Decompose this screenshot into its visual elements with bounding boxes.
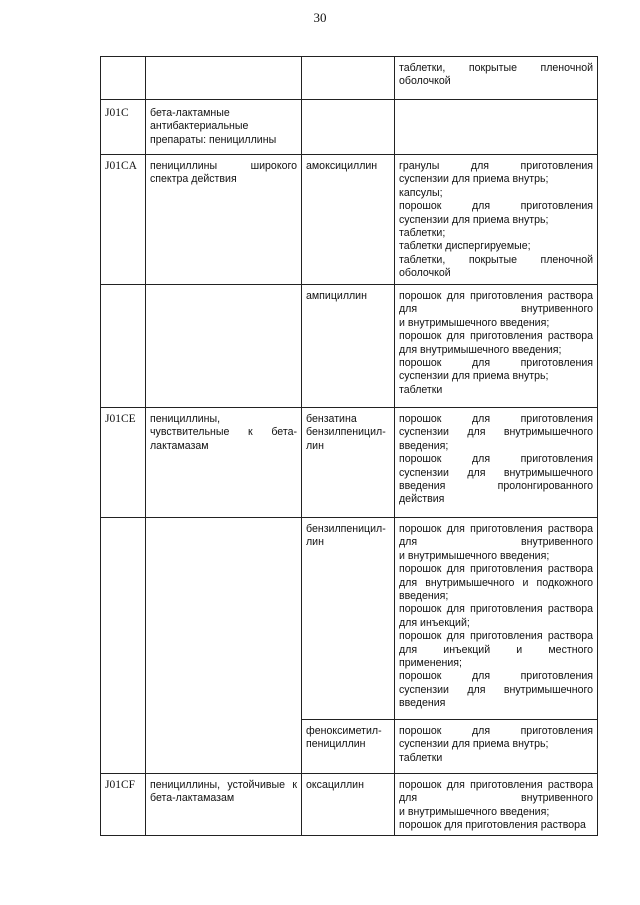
drug-cell: оксациллин (302, 774, 395, 836)
group-cell: пенициллины, чувствительные к бета-лактамазам (146, 408, 302, 518)
form-line: порошок для приготовления раствора (399, 523, 593, 535)
form-line: для внутримышечного введения; (399, 343, 562, 356)
atc-code-cell (101, 57, 146, 100)
table-row (101, 408, 598, 518)
table-row (101, 155, 598, 285)
dosage-forms-cell (395, 57, 598, 100)
drug-cell: амоксициллин (302, 155, 395, 285)
form-line: таблетки; (399, 227, 446, 240)
form-line: для внутривенного (399, 303, 593, 316)
form-line: порошок для приготовления раствора (399, 563, 593, 576)
drug-cell: бензатина бензилпеницил-лин (302, 408, 395, 518)
atc-code-cell: J01CF (101, 774, 146, 836)
table-row (101, 57, 598, 100)
dosage-forms-cell (395, 774, 598, 836)
drug-cell: феноксиметил-пенициллин (302, 720, 395, 774)
form-line: порошок для приготовления раствора (399, 819, 586, 832)
form-line: введения (399, 697, 446, 710)
dosage-forms-cell (395, 518, 598, 720)
form-line: суспензии для внутримышечного (399, 426, 593, 439)
form-line: порошок для приготовления (399, 670, 593, 683)
form-line: гранулы для приготовления (399, 160, 593, 172)
group-cell (146, 285, 302, 408)
form-line: суспензии для приема внутрь; (399, 738, 549, 751)
form-line: суспензии для приема внутрь; (399, 213, 549, 226)
group-cell (146, 720, 302, 774)
form-line: оболочкой (399, 267, 451, 280)
form-line: суспензии для внутримышечного (399, 466, 593, 479)
table-row (101, 518, 598, 720)
dosage-forms-cell (395, 285, 598, 408)
form-line: действия (399, 493, 445, 506)
form-line: порошок для приготовления (399, 357, 593, 370)
form-line: для инъекций и местного (399, 643, 593, 656)
form-line: для внутривенного (399, 536, 593, 549)
form-line: введения; (399, 439, 449, 452)
form-line: порошок для приготовления (399, 200, 593, 213)
drug-cell (302, 57, 395, 100)
dosage-forms-cell (395, 155, 598, 285)
form-line: порошок для приготовления раствора (399, 630, 593, 643)
atc-code-cell: J01C (101, 100, 146, 155)
form-line: таблетки (399, 751, 443, 764)
form-line: и внутримышечного введения; (399, 316, 550, 329)
atc-code-cell (101, 720, 146, 774)
table-row (101, 720, 598, 774)
atc-code-cell: J01CE (101, 408, 146, 518)
table-row (101, 774, 598, 836)
form-line: и внутримышечного введения; (399, 549, 550, 562)
form-line: для инъекций; (399, 616, 470, 629)
atc-code-cell (101, 285, 146, 408)
form-line: порошок для приготовления раствора (399, 779, 593, 791)
form-line: суспензии для приема внутрь; (399, 173, 549, 186)
drug-cell (302, 100, 395, 155)
table-row (101, 285, 598, 408)
form-line: таблетки диспергируемые; (399, 240, 531, 253)
dosage-forms-cell (395, 720, 598, 774)
drug-table (100, 56, 598, 836)
form-line: для внутривенного (399, 792, 593, 805)
form-line: и внутримышечного введения; (399, 805, 550, 818)
form-line: порошок для приготовления (399, 725, 593, 737)
form-line: введения пролонгированного (399, 480, 593, 493)
dosage-forms-cell (395, 100, 598, 155)
form-line: порошок для приготовления (399, 453, 593, 466)
group-cell (146, 57, 302, 100)
form-line: таблетки, покрытые пленочной (399, 253, 593, 266)
form-line: порошок для приготовления раствора (399, 330, 593, 343)
dosage-forms-cell (395, 408, 598, 518)
drug-cell: бензилпеницил-лин (302, 518, 395, 720)
page-number: 30 (313, 10, 327, 25)
group-cell: бета-лактамные антибактериальные препараты: пенициллины (146, 100, 302, 155)
form-line: для внутримышечного и подкожного (399, 576, 593, 589)
form-line: таблетки, покрытые пленочной (399, 62, 593, 74)
form-line: введения; (399, 590, 449, 603)
drug-cell: ампициллин (302, 285, 395, 408)
form-line: капсулы; (399, 186, 443, 199)
form-line: оболочкой (399, 75, 451, 88)
atc-code-cell: J01CA (101, 155, 146, 285)
form-line: применения; (399, 657, 462, 670)
form-line: таблетки (399, 383, 443, 396)
group-cell: пенициллины, устойчивые к бета-лактамазам (146, 774, 302, 836)
group-cell: пенициллины широкого спектра действия (146, 155, 302, 285)
table-row (101, 100, 598, 155)
form-line: порошок для приготовления раствора (399, 603, 593, 616)
form-line: суспензии для приема внутрь; (399, 370, 549, 383)
form-line: суспензии для внутримышечного (399, 683, 593, 696)
form-line: порошок для приготовления раствора (399, 290, 593, 302)
atc-code-cell (101, 518, 146, 720)
group-cell (146, 518, 302, 720)
form-line: порошок для приготовления (399, 413, 593, 425)
